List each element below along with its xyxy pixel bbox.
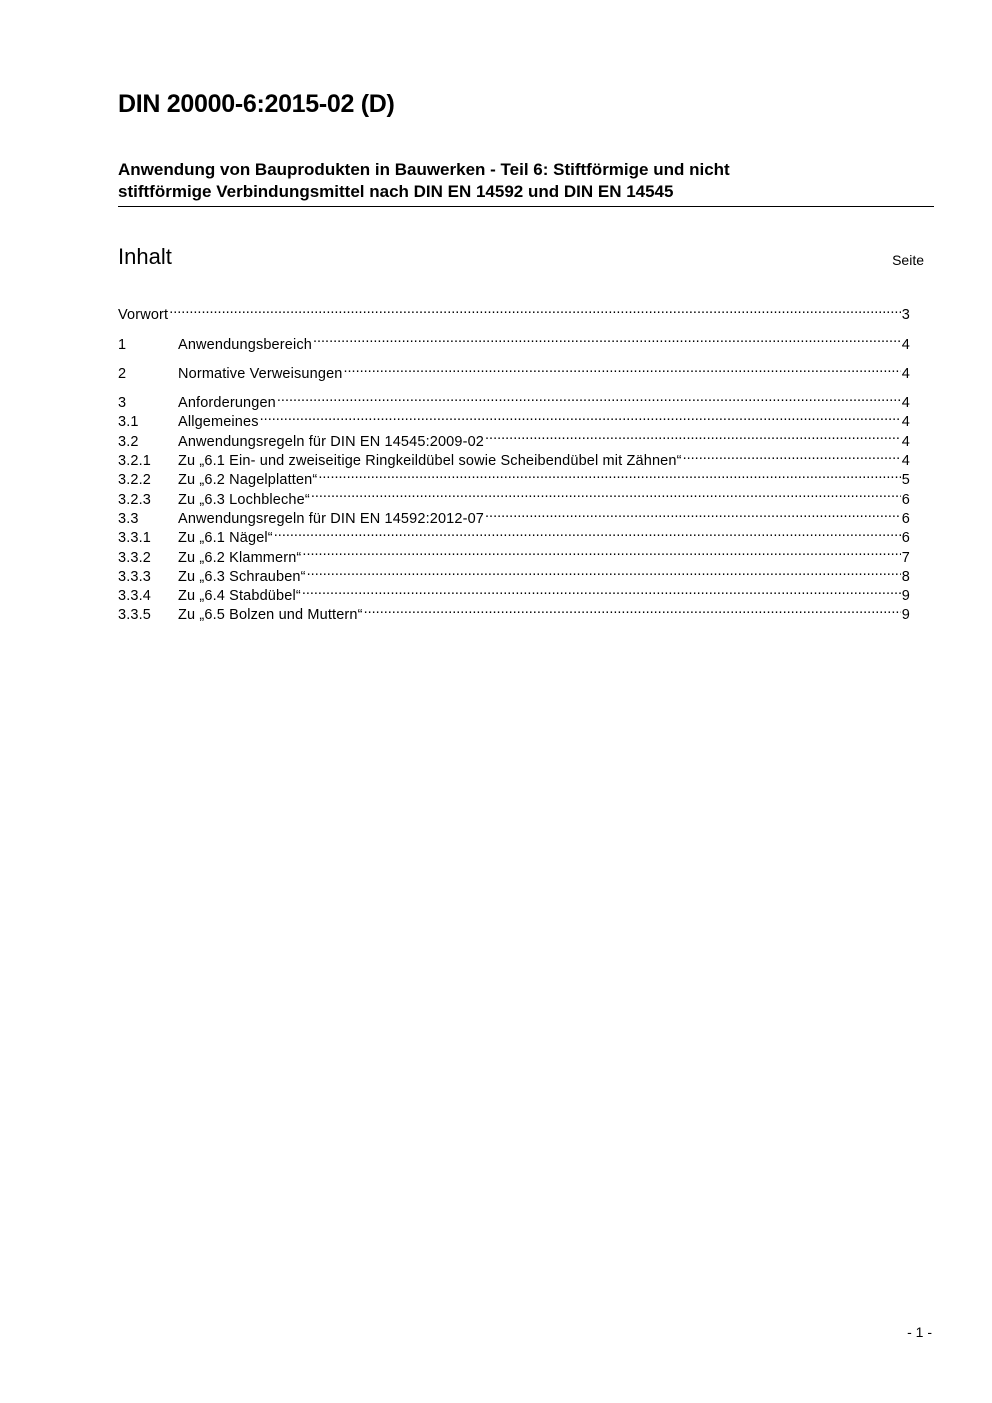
toc-entry-page: 9 — [901, 588, 910, 605]
subtitle-line-1: Anwendung von Bauprodukten in Bauwerken - Teil 6: Stiftförmige und nicht — [118, 160, 730, 179]
table-of-contents — [118, 300, 910, 624]
toc-dot-leader — [302, 581, 901, 600]
toc-entry-1[interactable] — [118, 329, 910, 353]
toc-entry-title: Zu „6.1 Ein- und zweiseitige Ringkeildübel sowie Scheibendübel mit Zähnen“ — [178, 453, 682, 470]
toc-entry-title: Anforderungen — [178, 395, 276, 412]
toc-dot-leader — [485, 426, 901, 445]
toc-entry-title: Vorwort — [118, 307, 169, 324]
page-number: - 1 - — [907, 1324, 932, 1340]
toc-entry-vorwort[interactable] — [118, 300, 910, 324]
toc-entry-page: 6 — [901, 530, 910, 547]
toc-entry-number: 3.2.1 — [118, 453, 151, 470]
toc-entry-title: Anwendungsbereich — [178, 336, 312, 353]
toc-entry-number: 3.3.2 — [118, 549, 151, 566]
toc-entry-page: 7 — [901, 549, 910, 566]
toc-entry-title: Zu „6.4 Stabdübel“ — [178, 588, 301, 605]
toc-entry-title: Allgemeines — [178, 414, 259, 431]
toc-entry-number: 3.3.5 — [118, 607, 151, 624]
toc-entry-page: 6 — [901, 491, 910, 508]
toc-entry-title: Zu „6.2 Klammern“ — [178, 549, 302, 566]
toc-entry-title: Zu „6.1 Nägel“ — [178, 530, 273, 547]
subtitle-line-2: stiftförmige Verbindungsmittel nach DIN EN 14592 und DIN EN 14545 — [118, 182, 674, 201]
toc-entry-page: 9 — [901, 607, 910, 624]
toc-dot-leader — [307, 562, 901, 581]
toc-entry-number: 3.3.3 — [118, 568, 151, 585]
toc-dot-leader — [364, 600, 901, 619]
toc-entry-number: 3.2 — [118, 433, 139, 450]
toc-dot-leader — [302, 542, 900, 561]
toc-dot-leader — [485, 504, 901, 523]
toc-entry-number: 3.2.3 — [118, 491, 151, 508]
toc-dot-leader — [277, 388, 901, 407]
toc-entry-title: Anwendungsregeln für DIN EN 14545:2009-02 — [178, 433, 485, 450]
toc-dot-leader — [311, 484, 901, 503]
toc-entry-number: 3 — [118, 395, 127, 412]
toc-entry-number: 3.3 — [118, 510, 139, 527]
toc-entry-number: 3.1 — [118, 414, 139, 431]
toc-dot-leader — [318, 465, 900, 484]
toc-heading: Inhalt — [118, 244, 172, 269]
toc-entry-page: 4 — [901, 414, 910, 431]
toc-entry-page: 5 — [901, 472, 910, 489]
toc-dot-leader — [344, 359, 901, 378]
toc-entry-title: Anwendungsregeln für DIN EN 14592:2012-07 — [178, 510, 485, 527]
toc-entry-2[interactable] — [118, 359, 910, 382]
toc-entry-page: 8 — [901, 568, 910, 585]
toc-entry-title: Zu „6.2 Nagelplatten“ — [178, 472, 318, 489]
subtitle-divider — [118, 206, 934, 207]
toc-entry-title: Normative Verweisungen — [178, 365, 343, 382]
toc-entry-title: Zu „6.3 Lochbleche“ — [178, 491, 310, 508]
toc-dot-leader — [683, 446, 901, 465]
toc-entry-number: 1 — [118, 336, 127, 353]
toc-entry-page: 4 — [901, 365, 910, 382]
toc-entry-number: 3.2.2 — [118, 472, 151, 489]
toc-page-column-label: Seite — [892, 252, 924, 268]
toc-entry-title: Zu „6.5 Bolzen und Muttern“ — [178, 607, 363, 624]
toc-dot-leader — [169, 300, 901, 319]
toc-entry-page: 4 — [901, 433, 910, 450]
toc-dot-leader — [274, 523, 901, 542]
toc-entry-page: 4 — [901, 395, 910, 412]
toc-entry-page: 4 — [901, 453, 910, 470]
document-subtitle — [118, 159, 918, 203]
toc-entry-page: 3 — [901, 307, 910, 324]
toc-entry-page: 4 — [901, 336, 910, 353]
toc-entry-page: 6 — [901, 510, 910, 527]
toc-entry-3[interactable] — [118, 388, 910, 412]
toc-entry-number: 3.3.1 — [118, 530, 151, 547]
document-title: DIN 20000-6:2015-02 (D) — [118, 90, 395, 118]
toc-entry-title: Zu „6.3 Schrauben“ — [178, 568, 306, 585]
toc-dot-leader — [260, 407, 901, 426]
toc-entry-number: 3.3.4 — [118, 588, 151, 605]
toc-entry-number: 2 — [118, 365, 127, 382]
toc-dot-leader — [313, 329, 901, 348]
